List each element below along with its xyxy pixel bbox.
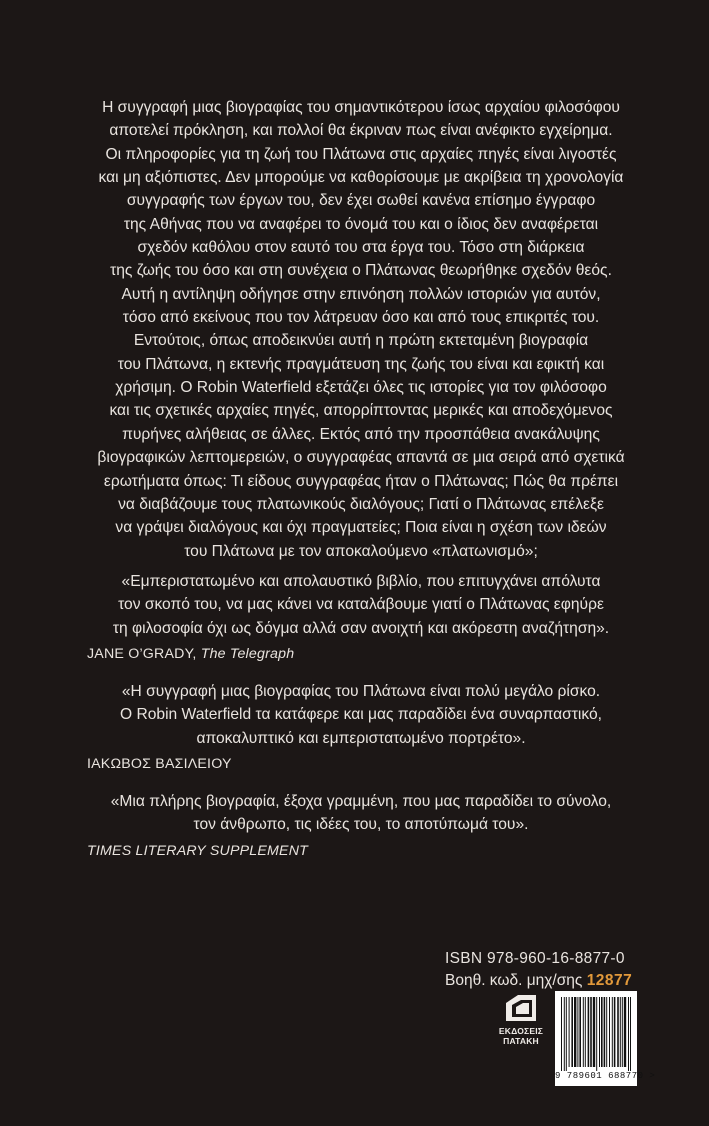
barcode-bar	[577, 997, 578, 1067]
barcode-digits: 9 789601 688770 >	[555, 1071, 656, 1081]
review-quote-1	[87, 570, 635, 665]
barcode-bar	[571, 997, 573, 1067]
barcode-bar	[579, 997, 581, 1067]
barcode-bar	[614, 997, 616, 1067]
blurb-line: να διαβάζουμε τους πλατωνικούς διαλόγους; Γιατί ο Πλάτωνας επέλεξε	[118, 495, 604, 513]
quote-line: τον άνθρωπο, τις ιδέες του, το αποτύπωμά του».	[193, 816, 529, 834]
blurb-line: ερωτήματα όπως: Τι είδους συγγραφέας ήταν ο Πλάτωνας; Πώς θα πρέπει	[103, 472, 619, 490]
quote-source: The Telegraph	[200, 646, 295, 663]
barcode-bar	[585, 997, 586, 1067]
quote-attribution	[87, 840, 635, 862]
blurb-line: συγγραφής των έργων του, δεν έχει σωθεί κανένα επίσημο έγγραφο	[126, 192, 596, 210]
quote-attribution	[87, 643, 635, 665]
barcode-bar	[609, 997, 610, 1067]
quote-line: «Εμπεριστατωμένο και απολαυστικό βιβλίο, που επιτυγχάνει απόλυτα	[121, 573, 601, 590]
barcode-image	[555, 991, 656, 1086]
blurb-line: και μη αξιόπιστες. Δεν μπορούμε να καθορίσουμε με ακρίβεια τη χρονολογία	[98, 169, 624, 187]
barcode-bar	[630, 997, 631, 1071]
blurb-line: Εντούτοις, όπως αποδεικνύει αυτή η πρώτη εκτεταμένη βιογραφία	[133, 332, 589, 350]
quote-line: τη φιλοσοφία όχι ως δόγμα αλλά σαν ανοιχτή και ακόρεστη αναζήτηση».	[112, 619, 610, 637]
quote-author: JANE O’GRADY,	[87, 646, 197, 663]
blurb-line: βιογραφικών λεπτομερειών, ο συγγραφέας απαντά σε μια σειρά από σχετικά	[97, 449, 625, 467]
quote-line: Ο Robin Waterfield τα κατάφερε και μας παραδίδει ένα συναρπαστικό,	[120, 706, 602, 724]
barcode-bar	[588, 997, 590, 1067]
blurb-line: και τις σχετικές αρχαίες πηγές, απορρίπτοντας μερικές και αποδεχόμενος	[109, 402, 613, 420]
barcode-bar	[624, 997, 626, 1067]
barcode-bar	[622, 997, 623, 1067]
quote-line: τον σκοπό του, να μας κάνει να καταλάβουμε γιατί ο Πλάτωνας εφηύρε	[118, 596, 604, 614]
quote-attribution	[87, 753, 635, 775]
publisher-name	[488, 1026, 554, 1046]
blurb-line: τόσο από εκείνους που τον λάτρευαν όσο και από τους επικριτές του.	[122, 309, 600, 327]
isbn-area	[445, 948, 645, 992]
blurb-line: της Αθήνας που να αναφέρει το όνομά του και ο ίδιος δεν αναφέρεται	[123, 215, 599, 233]
blurb-line: Οι πληροφορίες για τη ζωή του Πλάτωνα στις αρχαίες πηγές είναι λιγοστές	[105, 145, 617, 163]
blurb-line: της ζωής του όσο και στη συνέχεια ο Πλάτωνας θεωρήθηκε σχεδόν θεός.	[110, 262, 612, 280]
internal-code-number: 12877	[586, 972, 633, 989]
review-quote-2	[87, 680, 635, 775]
quote-line: «Η συγγραφή μιας βιογραφίας του Πλάτωνα είναι πολύ μεγάλο ρίσκο.	[121, 683, 601, 700]
barcode-bar	[593, 997, 595, 1067]
barcode-bar	[606, 997, 607, 1067]
barcode-bar	[599, 997, 600, 1067]
barcode-bar	[566, 997, 567, 1071]
barcode-bar	[583, 997, 584, 1067]
isbn-number: ISBN 978-960-16-8877-0	[445, 950, 625, 967]
barcode-bar	[620, 997, 621, 1067]
blurb-line: χρήσιμη. Ο Robin Waterfield εξετάζει όλες τις ιστορίες για τον φιλόσοφο	[115, 379, 607, 397]
barcode-bar	[574, 997, 576, 1067]
barcode-bars	[555, 995, 637, 1071]
internal-code-label: Βοηθ. κωδ. μηχ/σης	[445, 972, 587, 989]
barcode-bar	[596, 997, 597, 1071]
blurb-line: Αυτή η αντίληψη οδήγησε στην επινόηση πολλών ιστοριών για αυτόν,	[121, 285, 601, 303]
blurb-line: του Πλάτωνα, η εκτενής πραγμάτευση της ζωής του είναι και εφικτή και	[117, 355, 605, 373]
barcode-bar	[564, 997, 565, 1071]
barcode-bar	[604, 997, 606, 1067]
barcode-bar	[617, 997, 619, 1067]
quote-source: TIMES LITERARY SUPPLEMENT	[87, 842, 309, 859]
barcode-bar	[561, 997, 562, 1071]
review-quote-3	[87, 790, 635, 862]
blurb	[87, 96, 635, 563]
barcode-bar	[628, 997, 629, 1071]
quote-author: ΙΑΚΩΒΟΣ ΒΑΣΙΛΕΙΟΥ	[87, 756, 232, 773]
internal-code	[445, 970, 645, 992]
barcode-bar	[569, 997, 570, 1067]
blurb-line: σχεδόν καθόλου στον εαυτό του στα έργα του. Τόσο στη διάρκεια	[137, 239, 585, 257]
blurb-line: Η συγγραφή μιας βιογραφίας του σημαντικότερου ίσως αρχαίου φιλοσόφου	[102, 99, 620, 116]
publisher-name-line2: ΠΑΤΑΚΗ	[503, 1036, 539, 1046]
publisher-mark	[488, 993, 554, 1053]
publisher-logo-icon	[504, 993, 538, 1023]
publisher-name-line1: ΕΚΔΟΣΕΙΣ	[498, 1026, 544, 1036]
blurb-line: να γράψει διαλόγους και όχι πραγματείες; Ποια είναι η σχέση των ιδεών	[115, 519, 607, 537]
barcode-bar	[612, 997, 613, 1067]
barcode-bar	[601, 997, 603, 1067]
barcode-bar	[590, 997, 592, 1067]
blurb-line: του Πλάτωνα με τον αποκαλούμενο «πλατωνισμό»;	[184, 542, 538, 560]
blurb-line: πυρήνες αλήθειας σε άλλες. Εκτός από την προσπάθεια ανακάλυψης	[122, 425, 600, 443]
quote-line: αποκαλυπτικό και εμπεριστατωμένο πορτρέτο».	[196, 729, 526, 747]
blurb-line: αποτελεί πρόκληση, και πολλοί θα έκριναν πως είναι ανέφικτο εγχείρημα.	[109, 122, 613, 140]
quote-line: «Μια πλήρης βιογραφία, έξοχα γραμμένη, που μας παραδίδει το σύνολο,	[110, 793, 612, 810]
